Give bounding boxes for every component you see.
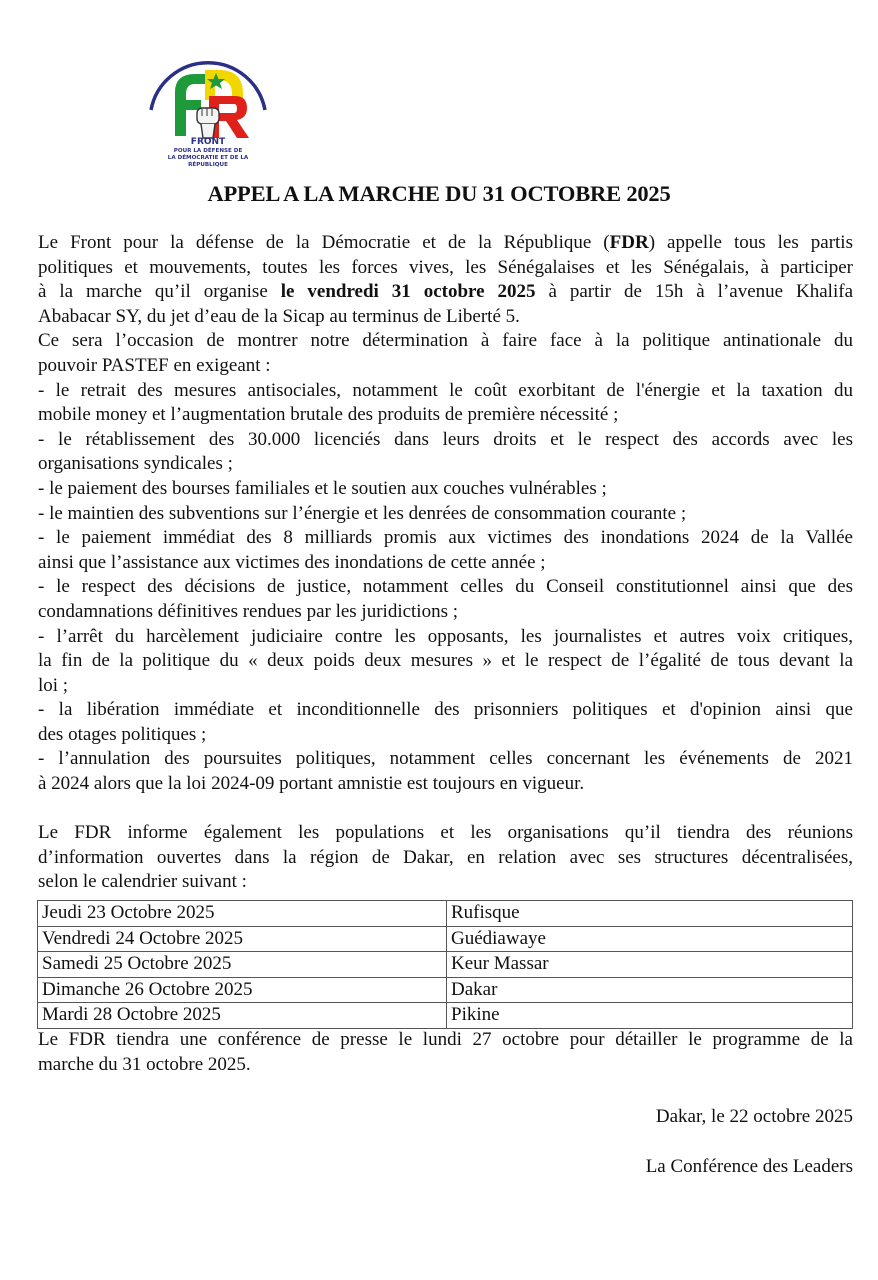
demand-line: - la libération immédiate et inconditionnelle des prisonniers politiques et d'opinion ainsi que — [38, 699, 853, 721]
logo-text-line4: RÉPUBLIQUE — [188, 162, 228, 168]
press-line-1: Le FDR tiendra une conférence de presse le lundi 27 octobre pour détailler le programme de la — [38, 1029, 853, 1050]
signatory: La Conférence des Leaders — [645, 1156, 853, 1177]
demand-item — [38, 575, 853, 624]
schedule-row — [38, 952, 853, 978]
intro-line-3 — [38, 280, 853, 305]
demand-line: - le retrait des mesures antisociales, notamment le coût exorbitant de l'énergie et la taxation du — [38, 379, 853, 401]
intro-text: à partir de 15h à l’avenue Khalifa — [535, 281, 854, 303]
schedule-row — [38, 977, 853, 1003]
schedule-date: Jeudi 23 Octobre 2025 — [38, 901, 447, 927]
info-line-1: Le FDR informe également les populations et les organisations qu’il tiendra des réunions — [38, 822, 853, 844]
demand-line: - le respect des décisions de justice, notamment celles du Conseil constitutionnel ainsi que des — [38, 576, 853, 598]
demand-line: des otages politiques ; — [38, 723, 207, 745]
info-line-3: selon le calendrier suivant : — [38, 871, 247, 893]
demand-item — [38, 747, 853, 796]
occasion-line-1: Ce sera l’occasion de montrer notre détermination à faire face à la politique antinationale du — [38, 330, 853, 352]
schedule-date: Mardi 28 Octobre 2025 — [38, 1003, 447, 1029]
schedule-place: Rufisque — [447, 901, 853, 927]
demand-line: ainsi que l’assistance aux victimes des inondations de cette année ; — [38, 551, 546, 573]
schedule-date: Dimanche 26 Octobre 2025 — [38, 977, 447, 1003]
intro-line-2: politiques et mouvements, toutes les forces vives, les Sénégalaises et les Sénégalais, à participer — [38, 256, 853, 278]
occasion-paragraph — [38, 329, 853, 378]
document-body — [38, 231, 853, 895]
logo-text-line3: LA DÉMOCRATIE ET DE LA — [167, 155, 249, 161]
demand-item — [38, 625, 853, 699]
paragraph-gap — [38, 797, 853, 822]
demand-item — [38, 502, 853, 527]
place-and-date: Dakar, le 22 octobre 2025 — [655, 1106, 853, 1127]
schedule-place: Pikine — [447, 1003, 853, 1029]
demand-line: organisations syndicales ; — [38, 453, 233, 475]
schedule-date: Samedi 25 Octobre 2025 — [38, 952, 447, 978]
demand-item — [38, 428, 853, 477]
demand-line: - le paiement immédiat des 8 milliards promis aux victimes des inondations 2024 de la Vallée — [38, 527, 853, 549]
schedule-row — [38, 901, 853, 927]
intro-text: ) appelle tous les partis — [648, 232, 853, 253]
fdr-logo — [145, 40, 271, 168]
schedule-row — [38, 926, 853, 952]
demand-line: la fin de la politique du « deux poids deux mesures » et le respect de l’égalité de tous devant la — [38, 650, 853, 672]
demand-item — [38, 379, 853, 428]
schedule-place: Dakar — [447, 977, 853, 1003]
intro-line-4: Ababacar SY, du jet d’eau de la Sicap au terminus de Liberté 5. — [38, 305, 520, 327]
press-conference-paragraph — [38, 1028, 853, 1077]
occasion-line-2: pouvoir PASTEF en exigeant : — [38, 354, 271, 376]
intro-paragraph — [38, 231, 853, 329]
demand-item — [38, 477, 853, 502]
demand-line: mobile money et l’augmentation brutale des produits de première nécessité ; — [38, 404, 619, 426]
meetings-schedule-table — [37, 900, 853, 1029]
logo-text-line2: POUR LA DÉFENSE DE — [173, 148, 243, 154]
demand-item — [38, 526, 853, 575]
intro-text: à la marche qu’il organise — [38, 281, 281, 303]
demand-line: - l’annulation des poursuites politiques, notamment celles concernant les événements de 2021 — [38, 748, 853, 770]
schedule-place: Keur Massar — [447, 952, 853, 978]
march-date: le vendredi 31 octobre 2025 — [280, 281, 536, 303]
schedule-date: Vendredi 24 Octobre 2025 — [38, 926, 447, 952]
fdr-acronym: FDR — [609, 232, 649, 253]
press-line-2: marche du 31 octobre 2025. — [38, 1053, 251, 1075]
schedule-row — [38, 1003, 853, 1029]
info-line-2: d’information ouvertes dans la région de Dakar, en relation avec ses structures décentralisées, — [38, 846, 853, 868]
demand-line: à 2024 alors que la loi 2024-09 portant amnistie est toujours en vigueur. — [38, 773, 585, 795]
demand-line: - l’arrêt du harcèlement judiciaire contre les opposants, les journalistes et autres voix critiques, — [38, 625, 853, 647]
intro-line-1 — [38, 231, 853, 256]
info-paragraph — [38, 821, 853, 895]
schedule-place: Guédiawaye — [447, 926, 853, 952]
demand-line: - le paiement des bourses familiales et le soutien aux couches vulnérables ; — [38, 477, 607, 499]
logo-text-front: FRONT — [190, 137, 226, 147]
logo-letter-d — [205, 70, 243, 100]
demand-item — [38, 698, 853, 747]
demand-line: - le rétablissement des 30.000 licenciés dans leurs droits et le respect des accords avec les — [38, 428, 853, 450]
demands-list — [38, 379, 853, 797]
demand-line: - le maintien des subventions sur l’énergie et les denrées de consommation courante ; — [38, 502, 687, 524]
document-title: APPEL A LA MARCHE DU 31 OCTOBRE 2025 — [207, 181, 671, 206]
intro-text: Le Front pour la défense de la Démocratie et de la République ( — [38, 232, 610, 253]
demand-line: condamnations définitives rendues par les juridictions ; — [38, 600, 459, 622]
fdr-logo-graphic — [145, 40, 271, 168]
demand-line: loi ; — [38, 674, 69, 696]
